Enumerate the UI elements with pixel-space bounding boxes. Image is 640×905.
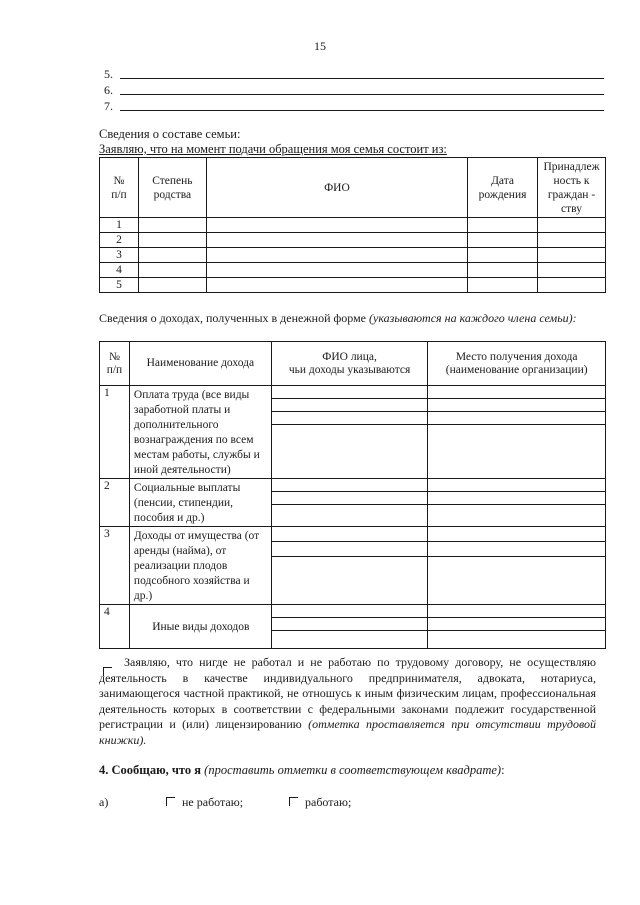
- table-row: [100, 248, 606, 263]
- income-type: Доходы от имущества (от аренды (найма), от реализации плодов подсобного хозяйства и др.): [129, 527, 271, 605]
- line-number: 6.: [104, 83, 113, 97]
- numbered-line: [104, 99, 604, 113]
- relation-cell[interactable]: [138, 248, 206, 263]
- income-type: Социальные выплаты (пенсии, стипендии, пособия и др.): [129, 479, 271, 527]
- relation-cell[interactable]: [138, 233, 206, 248]
- family-statement: Заявляю, что на момент подачи обращения моя семья состоит из:: [99, 142, 447, 156]
- line-number: 5.: [104, 67, 113, 81]
- section-4-heading: 4. Сообщаю, что я (проставить отметки в соответствующем квадрате):: [99, 763, 505, 777]
- relation-cell[interactable]: [138, 218, 206, 233]
- col-income-place: Место получения дохода (наименование организации): [428, 342, 606, 386]
- page-number: 15: [314, 39, 326, 53]
- fio-cell[interactable]: [206, 278, 467, 293]
- fio-cell[interactable]: [206, 233, 467, 248]
- blank-line[interactable]: [120, 110, 604, 111]
- place-cell[interactable]: [428, 386, 606, 479]
- not-working-label: не работаю;: [182, 795, 244, 809]
- citizenship-cell[interactable]: [538, 278, 606, 293]
- row-number: 2: [100, 233, 139, 248]
- col-dob: Дата рождения: [468, 158, 538, 218]
- citizenship-cell[interactable]: [538, 248, 606, 263]
- table-row: [100, 386, 606, 479]
- col-income-name: Наименование дохода: [129, 342, 271, 386]
- row-number: 4: [100, 263, 139, 278]
- col-fio: ФИО: [206, 158, 467, 218]
- place-cell[interactable]: [428, 527, 606, 605]
- col-relation: Степень родства: [138, 158, 206, 218]
- row-number: 3: [100, 248, 139, 263]
- fio-cell[interactable]: [271, 605, 428, 649]
- col-num: № п/п: [100, 342, 130, 386]
- dob-cell[interactable]: [468, 233, 538, 248]
- family-table: [99, 157, 606, 293]
- family-header-row: [100, 158, 606, 218]
- fio-cell[interactable]: [206, 263, 467, 278]
- table-row: [100, 233, 606, 248]
- fio-cell[interactable]: [206, 248, 467, 263]
- blank-line[interactable]: [120, 78, 604, 79]
- citizenship-cell[interactable]: [538, 218, 606, 233]
- income-table: [99, 341, 606, 649]
- dob-cell[interactable]: [468, 218, 538, 233]
- col-num: № п/п: [100, 158, 139, 218]
- working-checkbox[interactable]: [289, 797, 298, 806]
- table-row: [100, 218, 606, 233]
- declaration-text: Заявляю, что нигде не работал и не работаю по трудовому договору, не осуществляю деятельность в качестве индивидуального предпринимателя, адвоката, нотариуса, занимающегося частной практикой, не отношусь к иным физическим лицам, профессиональная деятельность которых в соответствии с федеральными законами подлежит государственной регистрации и (или) лицензированию (отметка проставляется при отсутствии трудовой книжки).: [99, 655, 596, 747]
- relation-cell[interactable]: [138, 278, 206, 293]
- row-number: 3: [100, 527, 130, 605]
- table-row: [100, 605, 606, 649]
- place-cell[interactable]: [428, 605, 606, 649]
- place-cell[interactable]: [428, 479, 606, 527]
- dob-cell[interactable]: [468, 278, 538, 293]
- fio-cell[interactable]: [271, 479, 428, 527]
- dob-cell[interactable]: [468, 263, 538, 278]
- row-number: 2: [100, 479, 130, 527]
- numbered-line: [104, 67, 604, 81]
- income-type: Оплата труда (все виды заработной платы и дополнительного вознаграждения по всем местам работы, службы и иной деятельности): [129, 386, 271, 479]
- table-row: [100, 278, 606, 293]
- numbered-line: [104, 83, 604, 97]
- table-row: [100, 263, 606, 278]
- col-citizenship: Принадлеж ность к граждан - ству: [538, 158, 606, 218]
- income-type: Иные виды доходов: [129, 605, 271, 649]
- fio-cell[interactable]: [206, 218, 467, 233]
- citizenship-cell[interactable]: [538, 263, 606, 278]
- income-header-row: [100, 342, 606, 386]
- row-number: 1: [100, 218, 139, 233]
- col-income-fio: ФИО лица, чьи доходы указываются: [271, 342, 428, 386]
- not-working-checkbox[interactable]: [166, 797, 175, 806]
- fio-cell[interactable]: [271, 386, 428, 479]
- table-row: [100, 527, 606, 605]
- line-number: 7.: [104, 99, 113, 113]
- family-heading: Сведения о составе семьи:: [99, 127, 241, 141]
- option-a-label: а): [99, 795, 109, 809]
- row-number: 5: [100, 278, 139, 293]
- working-label: работаю;: [305, 795, 352, 809]
- row-number: 4: [100, 605, 130, 649]
- dob-cell[interactable]: [468, 248, 538, 263]
- citizenship-cell[interactable]: [538, 233, 606, 248]
- blank-line[interactable]: [120, 94, 604, 95]
- row-number: 1: [100, 386, 130, 479]
- table-row: [100, 479, 606, 527]
- fio-cell[interactable]: [271, 527, 428, 605]
- income-heading: Сведения о доходах, полученных в денежной форме (указываются на каждого члена семьи):: [99, 311, 577, 325]
- relation-cell[interactable]: [138, 263, 206, 278]
